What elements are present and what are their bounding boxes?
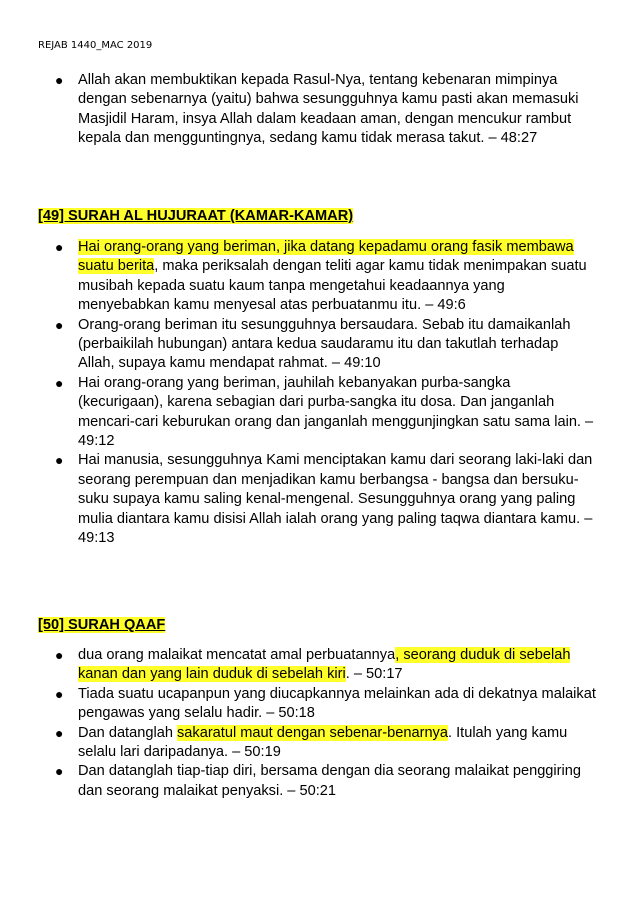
bullet-icon: ● xyxy=(55,763,64,780)
list-item xyxy=(38,685,598,724)
bullet-icon: ● xyxy=(55,239,64,255)
verse-highlight: Hai orang-orang yang beriman, jika datang kepadamu orang fasik membawa suatu berita xyxy=(78,239,574,275)
bullet-icon: ● xyxy=(55,374,64,391)
section-heading-49: [49] SURAH AL HUJURAAT (KAMAR-KAMAR) xyxy=(38,208,354,224)
verse-text-pre: dua orang malaikat mencatat amal perbuatannya xyxy=(78,647,396,663)
verse-text-pre: Orang-orang beriman itu sesungguhnya bersaudara. Sebab itu damaikanlah (perbaikilah hubungan) antara kedua saudaramu itu dan takutlah terhadap Allah, supaya kamu mendapat rahmat. – 49:10 xyxy=(78,316,571,372)
bullet-icon: ● xyxy=(55,724,64,741)
verse-text-post: , maka periksalah dengan teliti agar kamu tidak menimpakan suatu musibah kepada suatu kaum tanpa mengetahui keadaannya yang menyebabkan kamu menyesal atas perbuatanmu itu. – 49:6 xyxy=(78,258,587,314)
list-item xyxy=(38,646,598,685)
bullet-icon: ● xyxy=(55,72,64,88)
running-header: REJAB 1440_MAC 2019 xyxy=(38,40,153,51)
verse-text-pre: Tiada suatu ucapanpun yang diucapkannya melainkan ada di dekatnya malaikat pengawas yang selalu hadir. – 50:18 xyxy=(78,685,596,722)
list-item xyxy=(38,451,598,548)
verse-highlight: sakaratul maut dengan sebenar-benarnya xyxy=(177,724,448,741)
verse-text-pre: Hai manusia, sesungguhnya Kami menciptakan kamu dari seorang laki-laki dan seorang perempuan dan menjadikan kamu berbangsa - bangsa dan bersuku-suku supaya kamu saling kenal-mengenal. Sesungguhnya orang yang paling mulia diantara kamu disisi Allah ialah orang yang paling taqwa diantara kamu. – 49:13 xyxy=(78,452,593,547)
verse-text-pre: Hai orang-orang yang beriman, jauhilah kebanyakan purba-sangka (kecurigaan), karena sebagian dari purba-sangka itu dosa. Dan janganlah mencari-cari keburukan orang dan janganlah menggunjingkan satu sama lain. – 49:12 xyxy=(78,374,594,450)
verse-text: Allah akan membuktikan kepada Rasul-Nya, tentang kebenaran mimpinya dengan sebenarnya (yaitu) bahwa sesungguhnya kamu pasti akan memasuki Masjidil Haram, insya Allah dalam keadaan aman, dengan mencukur rambut kepala dan mengguntingnya, sedang kamu tidak merasa takut. – 48:27 xyxy=(78,72,579,147)
section-49-list xyxy=(38,238,598,549)
list-item xyxy=(38,238,598,316)
verse-text-pre: Dan datanglah tiap-tiap diri, bersama dengan dia seorang malaikat penggiring dan seorang malaikat penyaksi. – 50:21 xyxy=(78,763,581,799)
section-50-list xyxy=(38,646,598,801)
bullet-icon: ● xyxy=(55,316,64,333)
list-item xyxy=(38,374,598,452)
bullet-icon: ● xyxy=(55,647,64,663)
list-item xyxy=(38,724,598,763)
bullet-icon: ● xyxy=(55,452,64,469)
list-item xyxy=(38,71,598,149)
list-item xyxy=(38,762,598,801)
verse-text-post: . Itulah yang kamu selalu lari daripadanya. – 50:19 xyxy=(78,724,568,761)
list-item xyxy=(38,316,598,374)
verse-text-post: . – 50:17 xyxy=(345,666,403,683)
intro-list xyxy=(38,71,598,149)
verse-highlight: , seorang duduk di sebelah kanan dan yang lain duduk di sebelah kiri xyxy=(78,647,571,683)
verse-text-pre: Dan datanglah xyxy=(78,724,177,741)
bullet-icon: ● xyxy=(55,685,64,702)
section-heading-50: [50] SURAH QAAF xyxy=(38,617,166,633)
